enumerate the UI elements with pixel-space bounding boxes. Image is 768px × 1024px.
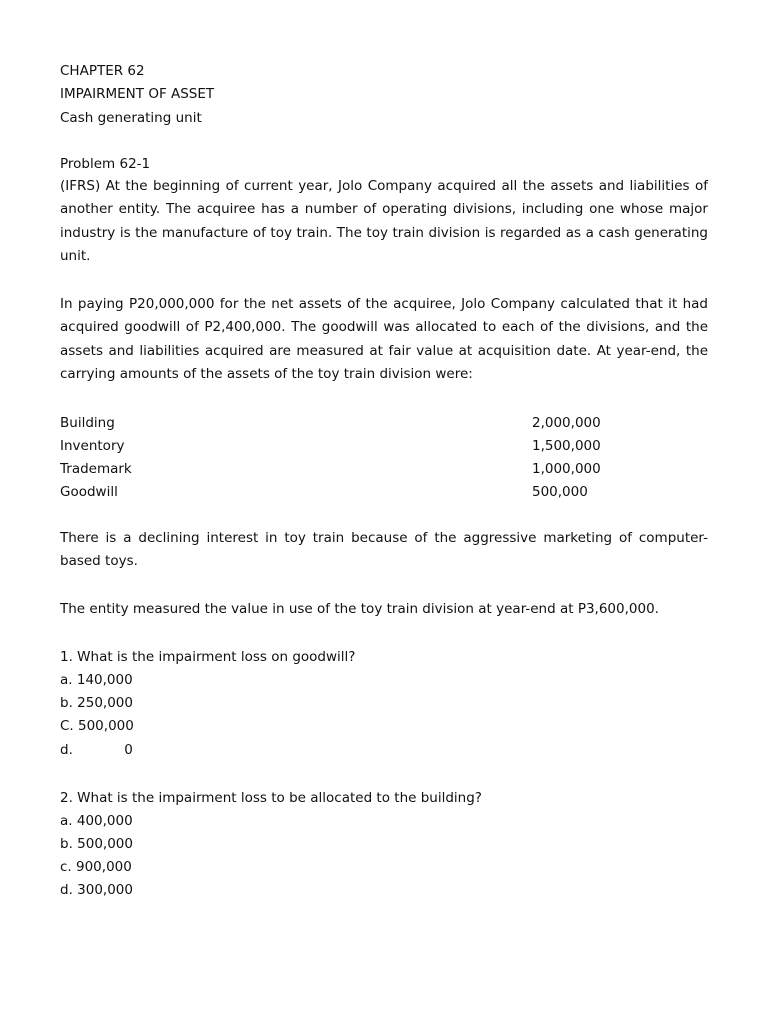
- problem-title: Problem 62-1: [60, 156, 151, 172]
- answer-option: C. 500,000: [60, 718, 134, 734]
- problem-paragraph: (IFRS) At the beginning of current year, Jolo Company acquired all the assets and liabilities of another entity. The acquiree has a number of operating divisions, including one whose major industry is the manufacture of toy train. The toy train division is regarded as a cash generating unit.: [60, 178, 708, 265]
- answer-option: b. 500,000: [60, 836, 133, 852]
- question-text: 2. What is the impairment loss to be allocated to the building?: [60, 790, 482, 806]
- asset-amount: 500,000: [532, 484, 588, 500]
- asset-label: Building: [60, 415, 115, 431]
- problem-paragraph: There is a declining interest in toy train because of the aggressive marketing of computer-based toys.: [60, 530, 708, 570]
- option-value: 0: [124, 742, 133, 758]
- option-letter: d.: [60, 742, 73, 758]
- answer-option: a. 400,000: [60, 813, 133, 829]
- asset-amount: 1,000,000: [532, 461, 601, 477]
- asset-amount: 1,500,000: [532, 438, 601, 454]
- answer-option: d. 300,000: [60, 882, 133, 898]
- topic-heading: IMPAIRMENT OF ASSET: [60, 86, 215, 102]
- problem-paragraph: In paying P20,000,000 for the net assets of the acquiree, Jolo Company calculated that it had acquired goodwill of P2,400,000. The goodwill was allocated to each of the divisions, and the assets and liabilities acquired are measured at fair value at acquisition date. At year-end, the carrying amounts of the assets of the toy train division were:: [60, 296, 708, 383]
- problem-paragraph: The entity measured the value in use of the toy train division at year-end at P3,600,000.: [60, 601, 659, 617]
- asset-label: Inventory: [60, 438, 125, 454]
- answer-option: a. 140,000: [60, 672, 133, 688]
- question-text: 1. What is the impairment loss on goodwill?: [60, 649, 356, 665]
- answer-option: [60, 741, 133, 759]
- asset-amount: 2,000,000: [532, 415, 601, 431]
- asset-label: Goodwill: [60, 484, 118, 500]
- subtopic-heading: Cash generating unit: [60, 110, 202, 126]
- answer-option: c. 900,000: [60, 859, 132, 875]
- answer-option: b. 250,000: [60, 695, 133, 711]
- chapter-heading: CHAPTER 62: [60, 63, 145, 79]
- asset-label: Trademark: [60, 461, 132, 477]
